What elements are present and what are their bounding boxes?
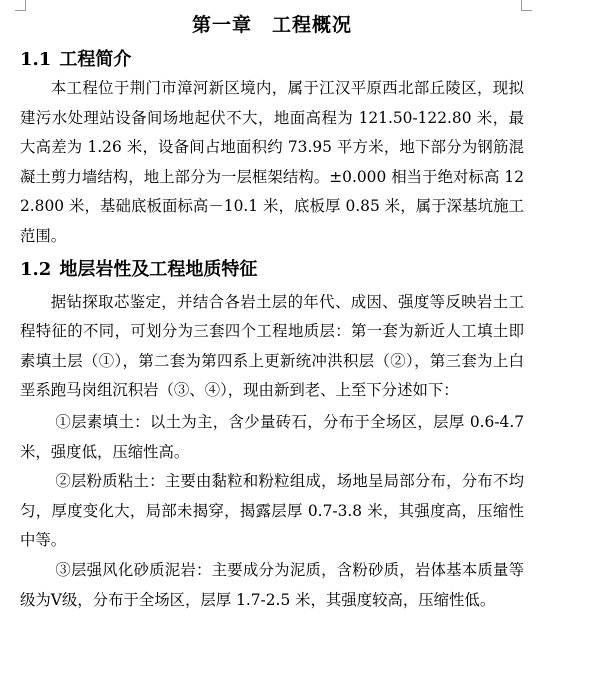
paragraph: 本工程位于荆门市漳河新区境内，属于江汉平原西北部丘陵区，现拟建污水处理站设备间场地起伏不大，地面高程为 121.50-122.80 米，最大高差为 1.26 米，设备间占地面积约 73.95 平方米，地下部分为钢筋混凝土剪力墙结构，地上部分为一层框架结构。±0.000 相当于绝对标高 122.800 米，基础底板面标高－10.1 米，底板厚 0.85 米，属于深基坑施工范围。 <box>20 79 524 245</box>
section-heading <box>20 256 524 284</box>
stratum-item-fill-soil: ①层素填土：以土为主，含少量砖石，分布于全场区，层厚 0.6-4.7 米，强度低，压缩性高。 <box>20 412 524 461</box>
stratum-item-silty-clay: ②层粉质粘土：主要由黏粒和粉粒组成，场地呈局部分布，分布不均匀，厚度变化大，局部未揭穿，揭露层厚 0.7-3.8 米，其强度高，压缩性中等。 <box>20 472 524 550</box>
stratum-list <box>20 408 524 615</box>
section-title: 工程简介 <box>59 49 132 70</box>
page-corner-mark-right <box>521 0 532 11</box>
page-corner-mark-left <box>15 0 26 11</box>
document-page <box>20 12 524 615</box>
section-geology <box>20 256 524 616</box>
section-number: 1.2 <box>20 258 52 280</box>
section-project-overview <box>20 46 524 252</box>
paragraph: 据钻探取芯鉴定，并结合各岩土层的年代、成因、强度等反映岩土工程特征的不同，可划分为三套四个工程地质层：第一套为新近人工填土即素填土层（①），第二套为第四系上更新统冲洪积层（②），第三套为上白垩系跑马岗组沉积岩（③、④），现由新到老、上至下分述如下： <box>20 292 524 400</box>
section-title: 地层岩性及工程地质特征 <box>59 258 258 280</box>
chapter-title: 第一章 工程概况 <box>191 14 352 36</box>
section-heading <box>20 46 524 74</box>
stratum-item-weathered-mudstone: ③层强风化砂质泥岩：主要成分为泥质，含粉砂质，岩体基本质量等级为Ⅴ级，分布于全场区，层厚 1.7-2.5 米，其强度较高，压缩性低。 <box>20 560 524 609</box>
section-number: 1.1 <box>20 49 52 70</box>
